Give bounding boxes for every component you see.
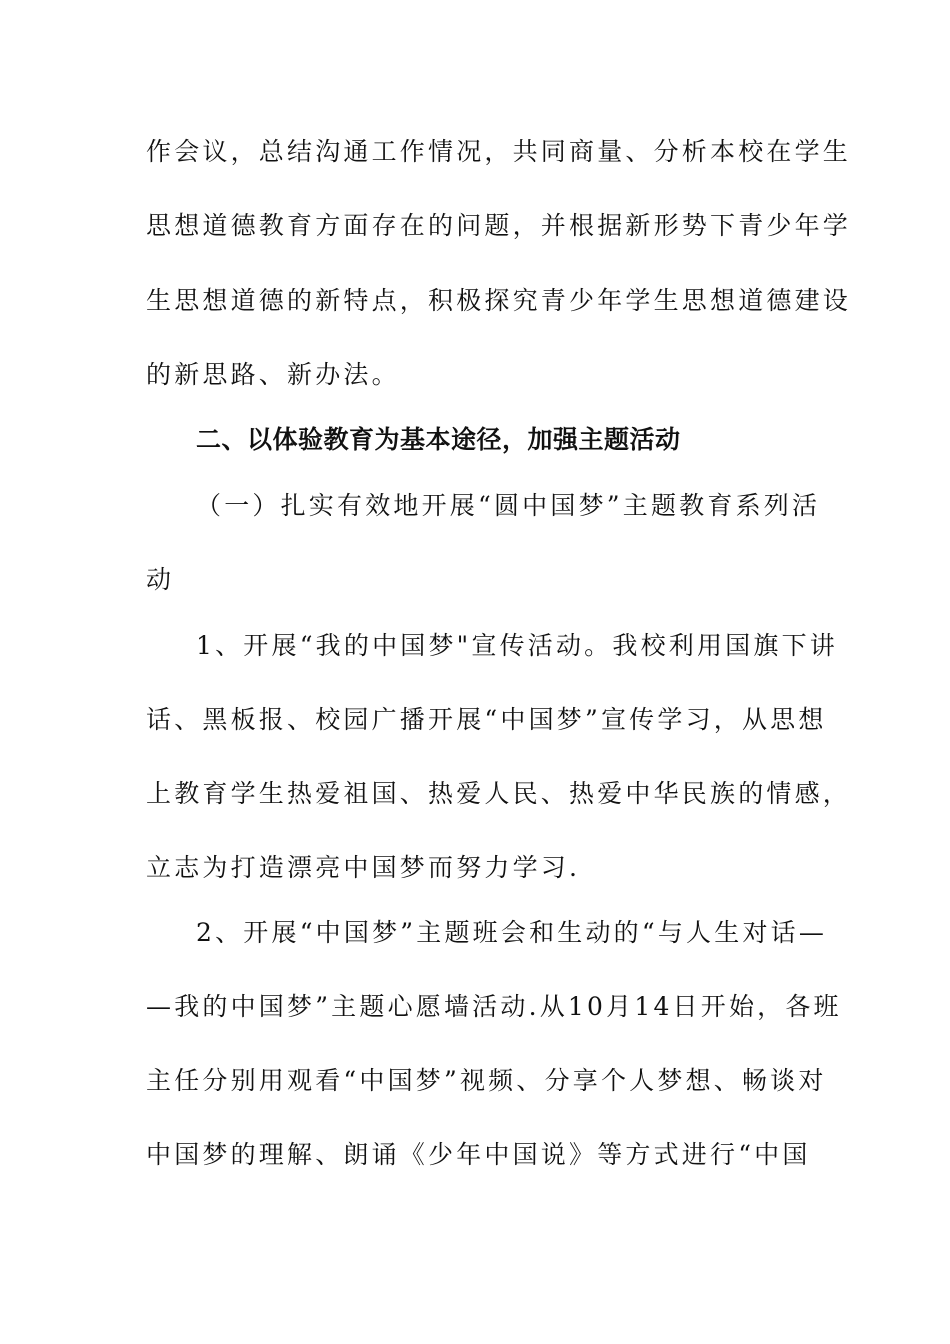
text-line: 立志为打造漂亮中国梦而努力学习.: [146, 853, 581, 882]
paragraph-start: 1、开展“我的中国梦"宣传活动。我校利用国旗下讲: [196, 631, 838, 660]
subsection-heading: （一）扎实有效地开展“圆中国梦”主题教育系列活: [196, 491, 821, 520]
text-line: 思想道德教育方面存在的问题，并根据新形势下青少年学: [146, 211, 852, 240]
text-line: 的新思路、新办法。: [146, 360, 400, 389]
text-line: 话、黑板报、校园广播开展“中国梦”宣传学习，从思想: [146, 705, 827, 734]
text-line: 上教育学生热爱祖国、热爱人民、热爱中华民族的情感，: [146, 779, 852, 808]
text-line: 中国梦的理解、朗诵《少年中国说》等方式进行“中国: [146, 1140, 811, 1169]
text-line: —我的中国梦”主题心愿墙活动.从10月14日开始，各班: [146, 992, 842, 1021]
text-line: 主任分别用观看“中国梦”视频、分享个人梦想、畅谈对: [146, 1066, 827, 1095]
paragraph-start: 2、开展“中国梦”主题班会和生动的“与人生对话—: [196, 918, 828, 947]
text-line: 作会议，总结沟通工作情况，共同商量、分析本校在学生: [146, 137, 852, 166]
section-heading: 二、以体验教育为基本途径，加强主题活动: [196, 425, 681, 454]
text-line: 动: [146, 565, 175, 594]
text-line: 生思想道德的新特点，积极探究青少年学生思想道德建设: [146, 286, 852, 315]
